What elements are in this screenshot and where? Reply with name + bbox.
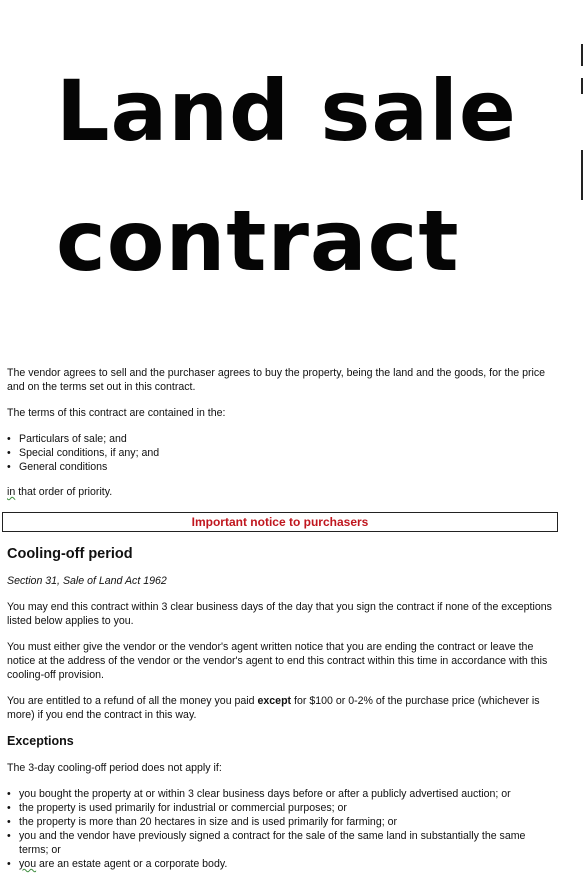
statute-reference: Section 31, Sale of Land Act 1962 [7,575,167,587]
intro-section [7,366,555,511]
list-item: • you are an estate agent or a corporate body. [7,857,557,871]
exceptions-heading: Exceptions [7,734,74,748]
refund-paragraph: You are entitled to a refund of all the money you paid except for $100 or 0-2% of the purchase price (whichever is more) if you end the contract in this way. [7,695,540,721]
list-item: • you and the vendor have previously signed a contract for the sale of the same land in substantially the same terms; or [7,829,557,857]
exceptions-section [7,733,557,871]
list-item: • General conditions [7,460,555,474]
intro-terms-paragraph: The terms of this contract are contained in the: [7,407,226,419]
priority-text: that order of priority. [15,486,113,498]
priority-paragraph [7,485,555,499]
intro-paragraph: The vendor agrees to sell and the purchaser agrees to buy the property, being the land and the goods, for the price and on the terms set out in this contract. [7,367,546,393]
terms-list [7,432,555,474]
list-item: • the property is more than 20 hectares in size and is used primarily for farming; or [7,815,557,829]
document-title [56,46,556,306]
cooling-off-heading: Cooling-off period [7,546,133,562]
exceptions-list [7,787,557,871]
spellcheck-word[interactable]: you [19,858,37,870]
list-item: • Special conditions, if any; and [7,446,555,460]
title-line-1: Land sale [56,62,517,160]
cooling-off-section [7,545,557,734]
list-item: • you bought the property at or within 3 clear business days before or after a publicly advertised auction; or [7,787,557,801]
spellcheck-word[interactable]: in [7,486,16,498]
exceptions-intro: The 3-day cooling-off period does not apply if: [7,762,222,774]
list-item: • the property is used primarily for industrial or commercial purposes; or [7,801,557,815]
cooling-off-paragraph: You may end this contract within 3 clear business days of the day that you sign the contract if none of the exceptions listed below applies to you. [7,601,552,627]
notice-paragraph: You must either give the vendor or the vendor's agent written notice that you are ending the contract or leave the notice at the address of the vendor or the vendor's agent to end this contract within this time in accordance with this cooling-off provision. [7,641,548,681]
title-line-2: contract [56,192,460,290]
list-item: • Particulars of sale; and [7,432,555,446]
important-notice-banner: Important notice to purchasers [2,512,558,532]
